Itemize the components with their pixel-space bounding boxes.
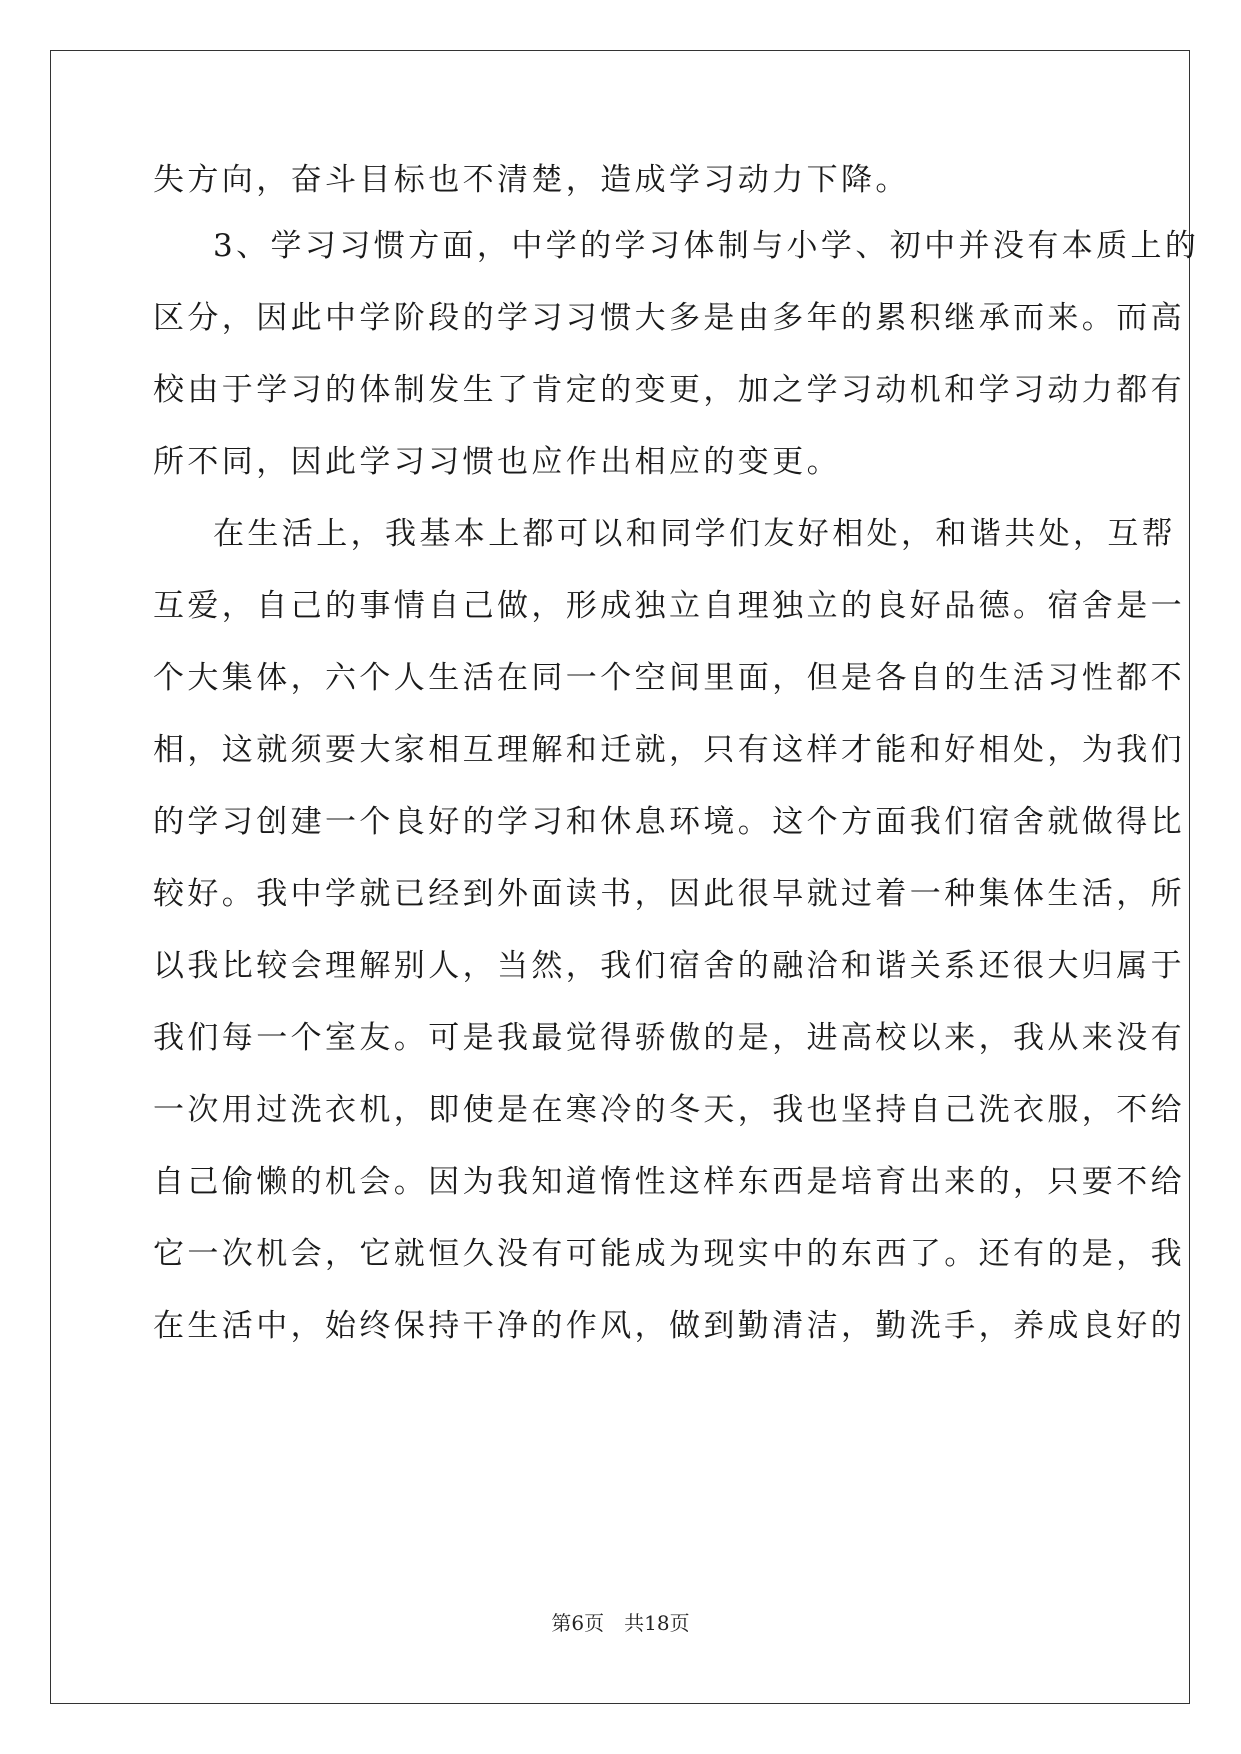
text-line: 校由于学习的体制发生了肯定的变更，加之学习动机和学习动力都有	[153, 372, 1185, 408]
text-line: 自己偷懒的机会。因为我知道惰性这样东西是培育出来的，只要不给	[153, 1164, 1185, 1200]
text-line: 相，这就须要大家相互理解和迁就，只有这样才能和好相处，为我们	[153, 732, 1185, 768]
text-line: 失方向，奋斗目标也不清楚，造成学习动力下降。	[153, 162, 910, 198]
text-line: 的学习创建一个良好的学习和休息环境。这个方面我们宿舍就做得比	[153, 804, 1185, 840]
text-line: 一次用过洗衣机，即使是在寒冷的冬天，我也坚持自己洗衣服，不给	[153, 1092, 1185, 1128]
paragraph-start-line: 3、学习习惯方面，中学的学习体制与小学、初中并没有本质上的	[213, 228, 1200, 264]
text-line: 以我比较会理解别人，当然，我们宿舍的融洽和谐关系还很大归属于	[153, 948, 1185, 984]
text-line: 区分，因此中学阶段的学习习惯大多是由多年的累积继承而来。而高	[153, 300, 1185, 336]
text-line: 我们每一个室友。可是我最觉得骄傲的是，进高校以来，我从来没有	[153, 1020, 1185, 1056]
text-line: 个大集体，六个人生活在同一个空间里面，但是各自的生活习性都不	[153, 660, 1185, 696]
text-line: 所不同，因此学习习惯也应作出相应的变更。	[153, 444, 841, 480]
text-line: 它一次机会，它就恒久没有可能成为现实中的东西了。还有的是，我	[153, 1236, 1185, 1272]
page-number-footer: 第6页 共18页	[551, 1611, 690, 1635]
text-line: 互爱，自己的事情自己做，形成独立自理独立的良好品德。宿舍是一	[153, 588, 1185, 624]
text-line: 较好。我中学就已经到外面读书，因此很早就过着一种集体生活，所	[153, 876, 1185, 912]
paragraph-start-line: 在生活上，我基本上都可以和同学们友好相处，和谐共处，互帮	[213, 516, 1177, 552]
text-line: 在生活中，始终保持干净的作风，做到勤清洁，勤洗手，养成良好的	[153, 1308, 1185, 1344]
